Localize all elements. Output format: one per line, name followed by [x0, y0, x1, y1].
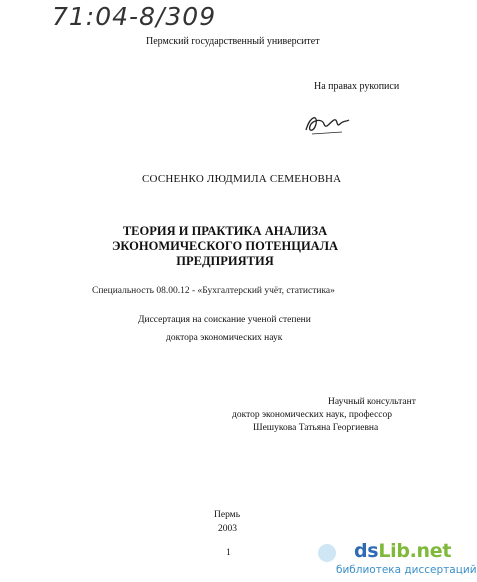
author-name: СОСНЕНКО ЛЮДМИЛА СЕМЕНОВНА: [142, 173, 342, 185]
watermark-brand: dsLib.net: [354, 540, 452, 562]
year: 2003: [218, 524, 237, 534]
title-line: ПРЕДПРИЯТИЯ: [176, 254, 274, 268]
dslib-watermark[interactable]: [318, 540, 477, 580]
book-icon: [318, 544, 336, 562]
specialty-line: Специальность 08.00.12 - «Бухгалтерский учёт, статистика»: [92, 286, 335, 296]
watermark-subtitle: библиотека диссертаций: [336, 564, 477, 576]
page-number: 1: [226, 548, 231, 558]
dissertation-title: [0, 224, 450, 269]
handwritten-stamp: 71:04-8/309: [52, 2, 217, 31]
degree-line: Диссертация на соискание ученой степени: [138, 315, 311, 325]
university-name: Пермский государственный университет: [146, 36, 320, 47]
advisor-degree: доктор экономических наук, профессор: [232, 410, 393, 420]
signature-icon: [302, 108, 352, 138]
manuscript-rights-note: На правах рукописи: [314, 81, 400, 92]
city: Пермь: [214, 510, 241, 520]
scientific-advisor-block: [232, 396, 416, 435]
title-line: ТЕОРИЯ И ПРАКТИКА АНАЛИЗА: [122, 224, 328, 238]
degree-line: доктора экономических наук: [166, 333, 283, 343]
advisor-name: Шешукова Татьяна Георгиевна: [253, 423, 379, 433]
title-line: ЭКОНОМИЧЕСКОГО ПОТЕНЦИАЛА: [111, 239, 339, 253]
advisor-role: Научный консультант: [328, 397, 416, 407]
